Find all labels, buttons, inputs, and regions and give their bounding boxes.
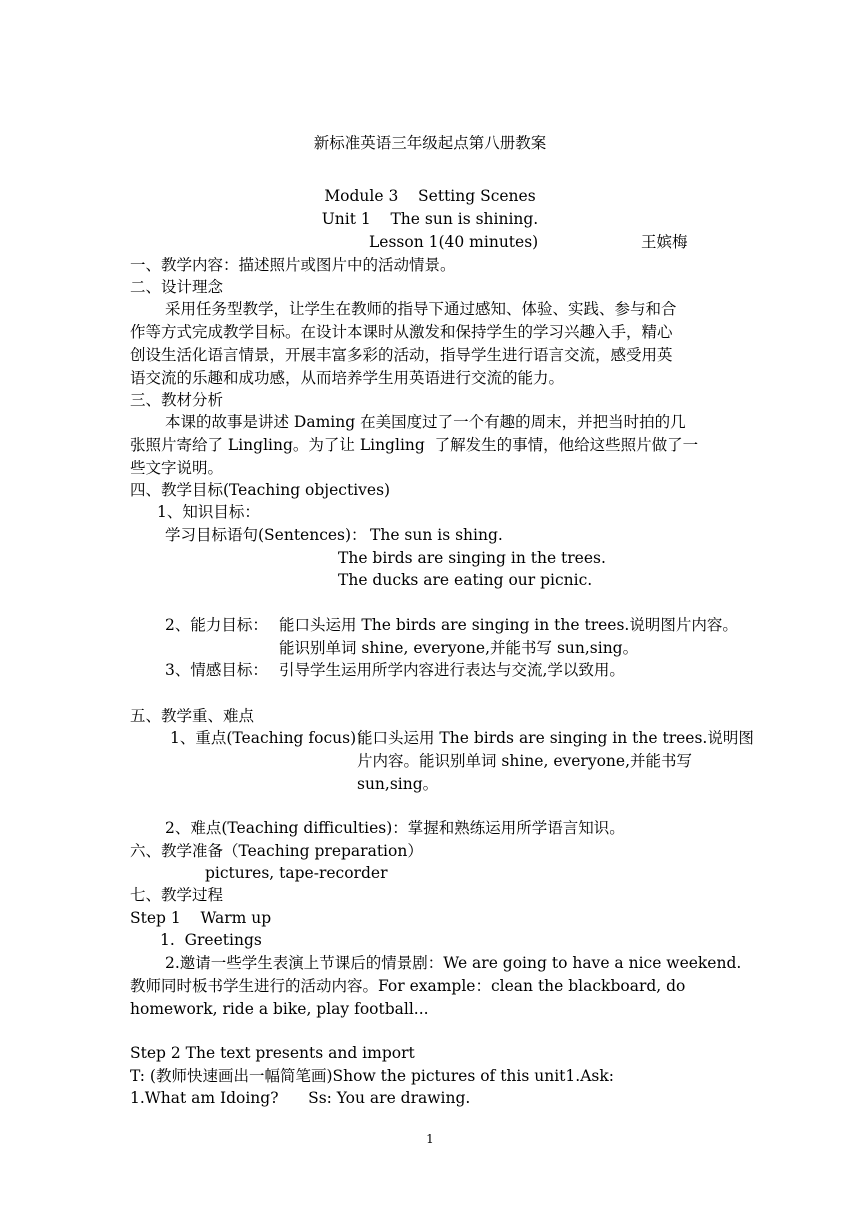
author-name: 王嫔梅 <box>641 233 688 251</box>
target-sentence: The sun is shing. <box>370 526 503 544</box>
section-2-paragraph-line: 创设生活化语言情景，开展丰富多彩的活动，指导学生进行语言交流，感受用英 <box>130 346 673 364</box>
preparation-items: pictures, tape-recorder <box>205 864 388 882</box>
section-1-content: 一、教学内容：描述照片或图片中的活动情景。 <box>130 256 456 274</box>
step-1-heading: Step 1 Warm up <box>130 909 272 927</box>
step-1-item-line: 教师同时板书学生进行的活动内容。For example：clean the blackboard, do <box>130 977 686 995</box>
section-2-paragraph-line: 作等方式完成教学目标。在设计本课时从激发和保持学生的学习兴趣入手，精心 <box>130 323 673 341</box>
emotion-objective-text: 引导学生运用所学内容进行表达与交流,学以致用。 <box>279 661 625 679</box>
ability-objective-line: 能识别单词 shine, everyone,并能书写 sun,sing。 <box>279 639 639 657</box>
module-heading: Module 3 Setting Scenes <box>324 187 536 205</box>
teaching-focus-label: 1、重点(Teaching focus)： <box>170 729 372 747</box>
step-1-item-line: homework, ride a bike, play football... <box>130 1000 429 1018</box>
target-sentence: The ducks are eating our picnic. <box>338 571 593 589</box>
section-3-paragraph-line: 些文字说明。 <box>130 459 224 477</box>
ability-objective-line: 能口头运用 The birds are singing in the trees.说明图片内容。 <box>279 616 738 634</box>
section-2-heading: 二、设计理念 <box>130 278 224 296</box>
section-3-heading: 三、教材分析 <box>130 391 224 409</box>
teaching-focus-line: sun,sing。 <box>357 775 439 793</box>
section-5-heading: 五、教学重、难点 <box>130 707 255 725</box>
step-2-heading: Step 2 The text presents and import <box>130 1044 415 1062</box>
teaching-focus-line: 片内容。能识别单词 shine, everyone,并能书写 <box>357 752 693 770</box>
step-1-item: 1. Greetings <box>160 931 262 949</box>
teaching-difficulties: 2、难点(Teaching difficulties)：掌握和熟练运用所学语言知识。 <box>165 819 625 837</box>
section-6-heading: 六、教学准备（Teaching preparation） <box>130 842 423 860</box>
teaching-focus-line: 能口头运用 The birds are singing in the trees.说明图 <box>357 729 754 747</box>
section-3-paragraph-line: 本课的故事是讲述 Daming 在美国度过了一个有趣的周末，并把当时拍的几 <box>165 413 686 431</box>
target-sentences-label: 学习目标语句(Sentences)： <box>165 526 367 544</box>
step-1-item: 2.邀请一些学生表演上节课后的情景剧：We are going to have a nice weekend. <box>165 954 742 972</box>
document-title: 新标准英语三年级起点第八册教案 <box>313 134 547 152</box>
section-3-paragraph-line: 张照片寄给了 Lingling。为了让 Lingling 了解发生的事情，他给这些照片做了一 <box>130 436 699 454</box>
section-2-paragraph-line: 采用任务型教学，让学生在教师的指导下通过感知、体验、实践、参与和合 <box>165 300 677 318</box>
lesson-heading: Lesson 1(40 minutes) <box>369 233 539 251</box>
step-2-question-line: 1.What am Idoing? Ss: You are drawing. <box>130 1089 471 1107</box>
ability-objective-label: 2、能力目标： <box>165 616 268 634</box>
knowledge-objective-label: 1、知识目标： <box>157 503 260 521</box>
section-2-paragraph-line: 语交流的乐趣和成功感，从而培养学生用英语进行交流的能力。 <box>130 369 565 387</box>
section-4-heading: 四、教学目标(Teaching objectives) <box>130 481 391 499</box>
emotion-objective-label: 3、情感目标： <box>165 661 268 679</box>
section-7-heading: 七、教学过程 <box>130 886 224 904</box>
step-2-teacher-line: T: (教师快速画出一幅简笔画)Show the pictures of this unit1.Ask: <box>130 1067 614 1085</box>
unit-heading: Unit 1 The sun is shining. <box>321 210 539 228</box>
page-number: 1 <box>426 1132 434 1146</box>
target-sentence: The birds are singing in the trees. <box>338 549 606 567</box>
